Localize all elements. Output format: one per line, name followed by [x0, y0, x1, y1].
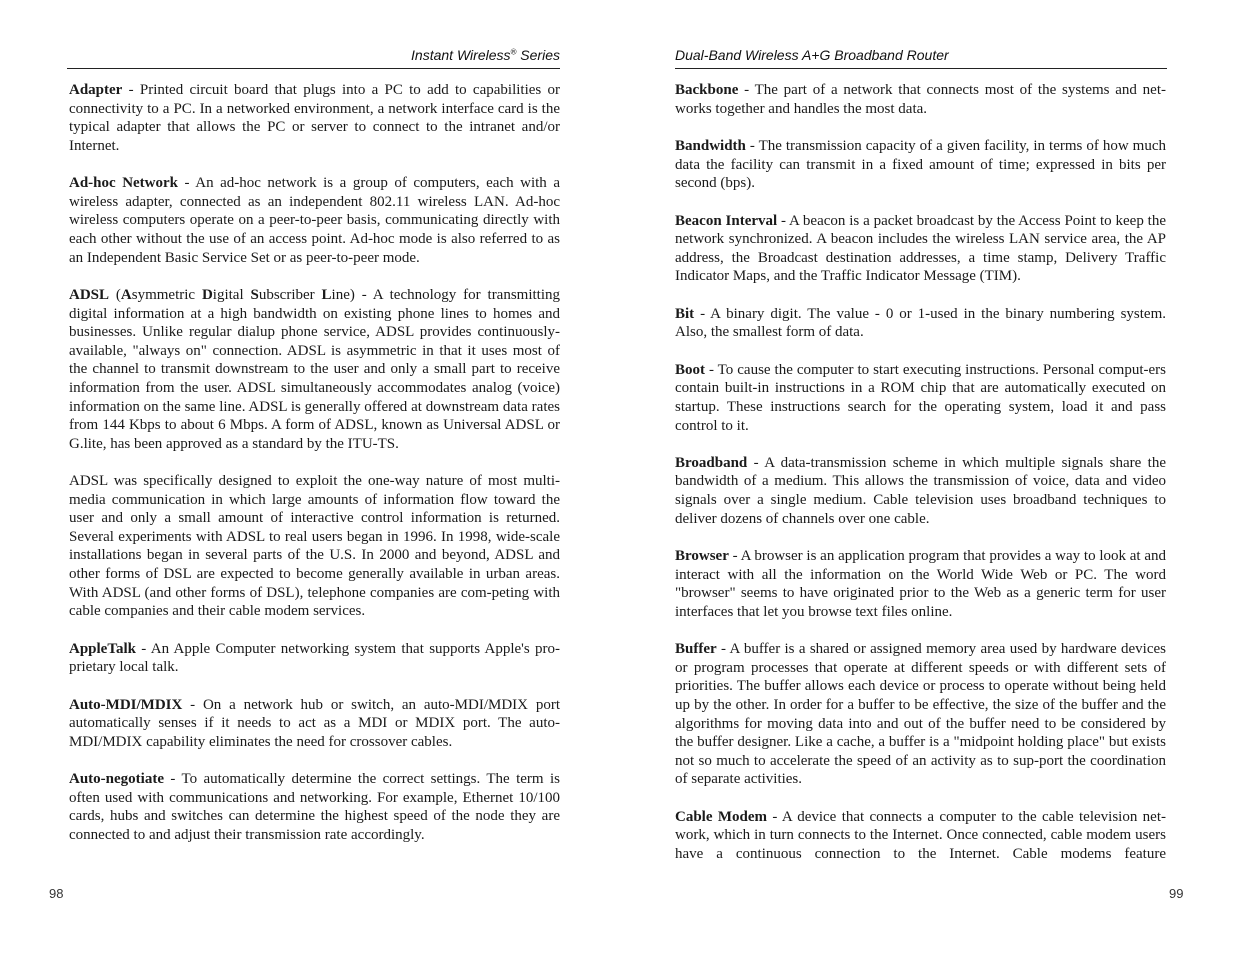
glossary-entry-auto-mdi-mdix: [69, 696, 560, 752]
glossary-entry-bandwidth: [675, 137, 1166, 193]
glossary-entry-browser: [675, 547, 1166, 621]
glossary-definition: - A beacon is a packet broadcast by the Access Point to keep the network synchronized. A beacon includes the wireless LAN service area, the AP address, the Broadcast destination addresses, a time stamp, Delivery Traffic Indicator Maps, and the Traffic Indicator Message (TIM).: [675, 212, 1167, 285]
glossary-definition: - A binary digit. The value - 0 or 1-used in the binary numbering system. Also, the smallest form of data.: [675, 305, 1166, 341]
glossary-entry-buffer: [675, 640, 1166, 789]
glossary-term: Auto-MDI/MDIX: [69, 696, 183, 713]
glossary-term: Bandwidth: [675, 137, 746, 154]
glossary-entry-boot: [675, 361, 1166, 435]
glossary-definition: - An ad-hoc network is a group of computers, each with a wireless adapter, connected as an independent 802.11 wireless LAN. Ad-hoc wireless computers operate on a peer-to-peer basis, communicating directly with each other without the use of an access point. Ad-hoc mode is also referred to as an Independent Basic Service Set or as peer-to-peer mode.: [69, 175, 560, 266]
glossary-term: Cable Modem: [675, 808, 767, 825]
right-page-content: [675, 81, 1166, 882]
glossary-term: Backbone: [675, 82, 739, 98]
left-page: [0, 0, 617, 954]
glossary-term: Adapter: [69, 82, 123, 98]
glossary-definition: - A data-transmission scheme in which multiple signals share the bandwidth of a medium. This allows the transmission of voice, data and video signals over a single medium. Cable television uses broadband techniques to deliver dozens of channels over one cable.: [675, 454, 1166, 527]
glossary-term: ADSL: [69, 286, 110, 303]
glossary-entry-cable-modem: [675, 808, 1166, 864]
glossary-definition: - To automatically determine the correct settings. The term is often used with communications and networking. For example, Ethernet 10/100 cards, hubs and switches can determine the highest speed of the node they are connected to and adjust their transmission rate accordingly.: [69, 771, 560, 843]
glossary-paragraph-adsl-continued: ADSL was specifically designed to exploit the one-way nature of most multi-media communication in which large amounts of information flow toward the user and only a small amount of interactive control information is returned. Several experiments with ADSL to real users began in 1996. In 1998, wide-scale installations began in several parts of the U.S. In 2000 and beyond, ADSL and other forms of DSL are expected to become generally available in urban areas. With ADSL (and other forms of DSL), telephone companies are com-peting with cable companies and their cable modem services.: [69, 473, 560, 620]
glossary-term: Browser: [675, 548, 729, 565]
header-series-suffix: Series: [516, 47, 560, 63]
expansion-letter: S: [250, 286, 259, 303]
glossary-definition: - The part of a network that connects most of the systems and net-works together and handles the most data.: [675, 82, 1166, 117]
glossary-definition: - On a network hub or switch, an auto-MDI/MDIX port automatically senses if it needs to act as a MDI or MDIX port. The auto-MDI/MDIX capability eliminates the need for crossover cables.: [69, 696, 560, 750]
left-page-header: [411, 47, 560, 63]
glossary-entry-adsl: [69, 286, 560, 453]
expansion-word: ubscriber: [258, 286, 322, 303]
glossary-entry-backbone: [675, 81, 1166, 118]
glossary-definition: - A buffer is a shared or assigned memory area used by hardware devices or program processes that operate at different speeds or with different sets of priorities. The buffer allows each device or process to operate without being held up by the other. In order for a buffer to be effective, the size of the buffer and the algorithms for moving data into and out of the buffer need to be considered by the buffer designer. Like a cache, a buffer is a "midpoint holding place" but exists not so much to accelerate the speed of an activity as to sup-port the coordination of separate activities.: [675, 641, 1166, 788]
glossary-term: Auto-negotiate: [69, 771, 164, 788]
glossary-term: AppleTalk: [69, 640, 136, 657]
expansion-letter: L: [321, 286, 332, 303]
glossary-entry-bit: [675, 305, 1166, 342]
glossary-definition: - A browser is an application program that provides a way to look at and interact with all the information on the World Wide Web or PC. The word "browser" seems to have originated prior to the Web as a generic term for user interfaces that let you browse text files online.: [675, 548, 1166, 620]
page-number: 98: [49, 886, 64, 901]
right-page-header: Dual-Band Wireless A+G Broadband Router: [675, 47, 949, 63]
expansion-letter: A: [120, 286, 132, 303]
glossary-definition: - A technology for transmitting digital information at a high bandwidth on existing phone lines to homes and businesses. Unlike regular dialup phone service, ADSL provides continuously-available, "always on" connection. ADSL is asymmetric in that it uses most of the channel to transmit downstream to the user and only a small part to receive information from the user. ADSL simultaneously accommodates analog (voice) information on the same line. ADSL is generally offered at downstream data rates from 144 Kbps to about 6 Mbps. A form of ADSL, known as Universal ADSL or G.lite, has been approved as a standard by the ITU-TS.: [69, 286, 561, 452]
expansion-paren: (: [109, 286, 121, 303]
right-page: [617, 0, 1235, 954]
header-series-name: Instant Wireless: [411, 47, 511, 63]
glossary-definition: - An Apple Computer networking system that supports Apple's pro-prietary local talk.: [69, 640, 560, 676]
glossary-term: Beacon Interval: [675, 212, 778, 229]
glossary-term: Boot: [675, 361, 705, 378]
acronym-expansion: [109, 287, 355, 303]
expansion-word: ine): [331, 286, 355, 303]
glossary-entry-adapter: [69, 81, 560, 155]
glossary-entry-auto-negotiate: [69, 770, 560, 844]
glossary-definition: - Printed circuit board that plugs into a PC to add to capabilities or connectivity to a PC. In a networked environment, a network interface card is the typical adapter that allows the PC or server to connect to the intranet and/or Internet.: [69, 82, 560, 154]
header-rule: [67, 68, 560, 69]
glossary-entry-appletalk: [69, 640, 560, 677]
glossary-definition: - The transmission capacity of a given facility, in terms of how much data the facility can transmit in a fixed amount of time; expressed in bits per second (bps).: [675, 137, 1166, 192]
glossary-definition: - A device that connects a computer to the cable television net-work, which in turn connects to the Internet. Once connected, cable modem users have a continuous connection to the Internet. Cable modems feature: [675, 808, 1166, 862]
glossary-term: Ad-hoc Network: [69, 175, 179, 192]
glossary-term: Bit: [675, 305, 695, 322]
expansion-word: symmetric: [131, 286, 202, 303]
glossary-entry-beacon-interval: [675, 212, 1166, 286]
glossary-entry-broadband: [675, 454, 1166, 528]
expansion-word: igital: [212, 286, 251, 303]
page-number: 99: [1169, 886, 1184, 901]
expansion-letter: D: [201, 286, 213, 303]
header-rule: [675, 68, 1167, 69]
glossary-term: Buffer: [675, 641, 717, 658]
glossary-entry-ad-hoc-network: [69, 174, 560, 267]
glossary-definition: - To cause the computer to start executing instructions. Personal comput-ers contain built-in instructions in a ROM chip that are automatically executed on startup. These instructions search for the operating system, load it and pass control to it.: [675, 361, 1166, 434]
registered-mark: ®: [510, 47, 517, 57]
left-page-content: [69, 81, 560, 863]
glossary-term: Broadband: [675, 454, 748, 471]
